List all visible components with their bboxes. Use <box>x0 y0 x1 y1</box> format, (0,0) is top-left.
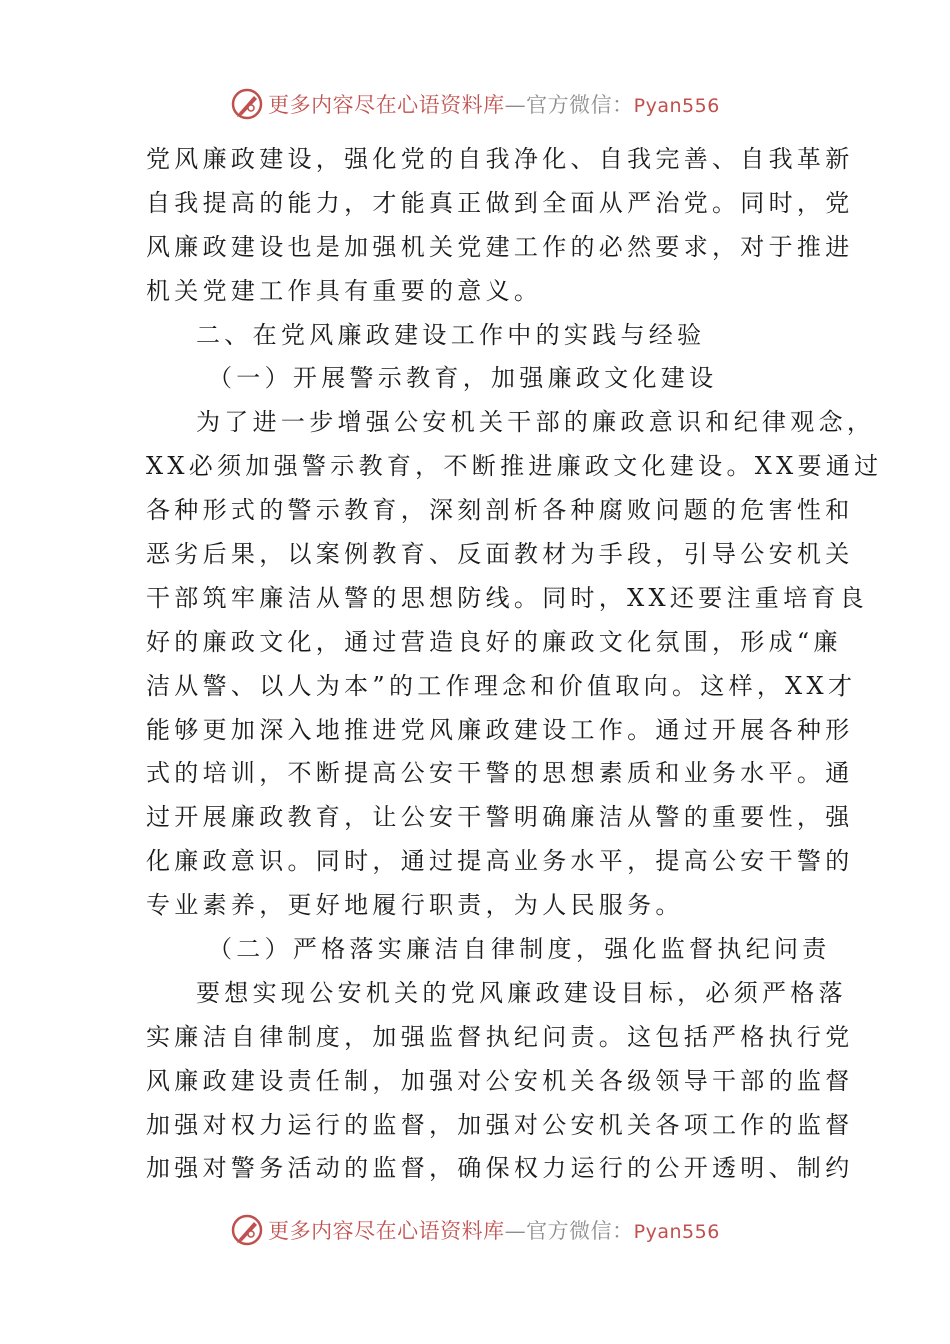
pen-logo-icon <box>230 87 264 121</box>
text-line: 好的廉政文化，通过营造良好的廉政文化氛围，形成“廉 <box>146 627 842 656</box>
text-line: 专业素养，更好地履行职责，为人民服务。 <box>146 891 684 920</box>
text-line: 能够更加深入地推进党风廉政建设工作。通过开展各种形 <box>146 715 854 744</box>
text-line: 自我提高的能力，才能真正做到全面从严治党。同时，党 <box>146 188 854 217</box>
header-banner-main: 更多内容尽在心语资料库 <box>268 93 505 117</box>
text-line: 式的培训，不断提高公安干警的思想素质和业务水平。通 <box>146 759 854 788</box>
text-line: 加强对权力运行的监督，加强对公安机关各项工作的监督 <box>146 1110 854 1139</box>
header-banner-handle: Pyan556 <box>633 95 720 117</box>
document-body <box>146 138 883 1191</box>
text-line: 化廉政意识。同时，通过提高业务水平，提高公安干警的 <box>146 847 854 876</box>
text-line: 过开展廉政教育，让公安干警明确廉洁从警的重要性，强 <box>146 803 854 832</box>
text-line: 要想实现公安机关的党风廉政建设目标，必须严格落 <box>196 978 847 1007</box>
footer-watermark-banner <box>0 1210 950 1250</box>
text-line: 风廉政建设也是加强机关党建工作的必然要求，对于推进 <box>146 232 854 261</box>
text-line: 加强对警务活动的监督，确保权力运行的公开透明、制约 <box>146 1154 854 1183</box>
text-line: 各种形式的警示教育，深刻剖析各种腐败问题的危害性和 <box>146 496 854 525</box>
footer-banner-main: 更多内容尽在心语资料库 <box>268 1219 505 1243</box>
footer-banner-handle: Pyan556 <box>633 1221 720 1243</box>
section-heading: 二、在党风廉政建设工作中的实践与经验 <box>196 320 706 349</box>
text-line: XX必须加强警示教育，不断推进廉政文化建设。XX要通过 <box>146 452 883 481</box>
text-line: 风廉政建设责任制，加强对公安机关各级领导干部的监督 <box>146 1066 854 1095</box>
footer-banner-sub: —官方微信： <box>504 1219 634 1243</box>
header-banner-text <box>268 89 720 119</box>
footer-banner-text <box>268 1215 720 1245</box>
subsection-heading: （一）开展警示教育，加强廉政文化建设 <box>208 364 718 393</box>
header-banner-sub: —官方微信： <box>504 93 634 117</box>
text-line: 干部筑牢廉洁从警的思想防线。同时，XX还要注重培育良 <box>146 583 868 612</box>
pen-logo-icon <box>230 1213 264 1247</box>
text-line: 洁从警、以人为本”的工作理念和价值取向。这样，XX才 <box>146 671 857 700</box>
text-line: 机关党建工作具有重要的意义。 <box>146 276 543 305</box>
text-line: 实廉洁自律制度，加强监督执纪问责。这包括严格执行党 <box>146 1022 854 1051</box>
header-watermark-banner <box>0 84 950 124</box>
text-line: 党风廉政建设，强化党的自我净化、自我完善、自我革新 <box>146 145 854 173</box>
text-line: 为了进一步增强公安机关干部的廉政意识和纪律观念， <box>196 408 876 437</box>
text-line: 恶劣后果，以案例教育、反面教材为手段，引导公安机关 <box>146 540 854 569</box>
subsection-heading: （二）严格落实廉洁自律制度，强化监督执纪问责 <box>208 935 831 964</box>
